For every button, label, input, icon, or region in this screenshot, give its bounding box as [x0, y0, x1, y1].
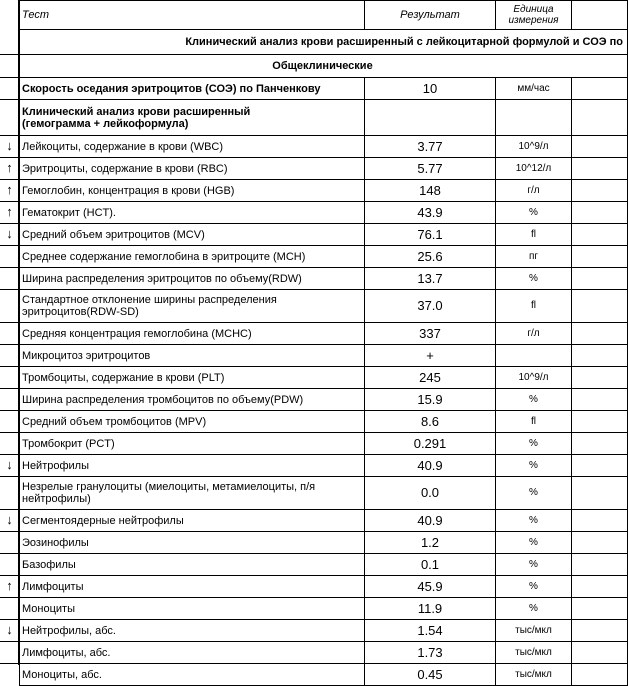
test-result: 11.9 — [365, 598, 496, 620]
test-unit — [496, 345, 572, 367]
test-name: Лимфоциты — [20, 576, 365, 598]
table-row — [20, 554, 628, 576]
row-extra-cell — [572, 510, 628, 532]
row-extra-cell — [572, 598, 628, 620]
flag-row-divider — [0, 99, 19, 100]
flag-row-divider — [0, 77, 19, 78]
header-unit-line1: Единица — [513, 4, 554, 15]
test-unit: % — [496, 598, 572, 620]
test-name: Ширина распределения эритроцитов по объему(RDW) — [20, 268, 365, 290]
test-result: 45.9 — [365, 576, 496, 598]
table-row — [20, 268, 628, 290]
table-row — [20, 455, 628, 477]
test-unit: fl — [496, 411, 572, 433]
section-row — [20, 55, 628, 78]
row-extra-cell — [572, 554, 628, 576]
flag-row-divider — [0, 157, 19, 158]
header-result: Результат — [365, 1, 496, 30]
test-unit: 10^12/л — [496, 158, 572, 180]
test-name: Незрелые гранулоциты (миелоциты, метамиелоциты, п/я нейтрофилы) — [20, 477, 365, 510]
arrow-down-icon: ↓ — [6, 512, 13, 527]
table-row — [20, 224, 628, 246]
flag-row-divider — [0, 366, 19, 367]
flag-row-divider — [0, 388, 19, 389]
table-row — [20, 345, 628, 367]
test-unit: % — [496, 433, 572, 455]
flag-row-divider — [0, 267, 19, 268]
arrow-down-icon: ↓ — [6, 457, 13, 472]
row-extra-cell — [572, 268, 628, 290]
test-unit: % — [496, 202, 572, 224]
test-unit: fl — [496, 290, 572, 323]
row-extra-cell — [572, 246, 628, 268]
test-result: 5.77 — [365, 158, 496, 180]
row-extra-cell — [572, 78, 628, 100]
row-extra-cell — [572, 411, 628, 433]
test-name: Гематокрит (HCT). — [20, 202, 365, 224]
test-result: 337 — [365, 323, 496, 345]
flag-row-divider — [0, 410, 19, 411]
row-extra-cell — [572, 576, 628, 598]
test-result: 148 — [365, 180, 496, 202]
test-name: Эозинофилы — [20, 532, 365, 554]
test-name: Средняя концентрация гемоглобина (MCHC) — [20, 323, 365, 345]
flag-row-divider — [0, 54, 19, 55]
row-extra-cell — [572, 136, 628, 158]
arrow-down-icon: ↓ — [6, 138, 13, 153]
test-name: Нейтрофилы — [20, 455, 365, 477]
test-name: Тромбокрит (PCT) — [20, 433, 365, 455]
row-extra-cell — [572, 433, 628, 455]
header-extra — [572, 1, 628, 30]
row-extra-cell — [572, 477, 628, 510]
flag-row-divider — [0, 597, 19, 598]
test-result: 10 — [365, 78, 496, 100]
arrow-up-icon: ↑ — [6, 204, 13, 219]
test-result: 1.54 — [365, 620, 496, 642]
test-result: 0.45 — [365, 664, 496, 686]
flag-row-divider — [0, 179, 19, 180]
test-unit: мм/час — [496, 78, 572, 100]
arrow-up-icon: ↑ — [6, 578, 13, 593]
test-result: 76.1 — [365, 224, 496, 246]
table-row — [20, 510, 628, 532]
row-extra-cell — [572, 290, 628, 323]
row-extra-cell — [572, 642, 628, 664]
test-unit: тыс/мкл — [496, 642, 572, 664]
test-result: 40.9 — [365, 455, 496, 477]
table-row — [20, 664, 628, 686]
test-unit: г/л — [496, 323, 572, 345]
table-row — [20, 576, 628, 598]
table-row — [20, 642, 628, 664]
test-unit: тыс/мкл — [496, 664, 572, 686]
test-unit: % — [496, 389, 572, 411]
test-unit: % — [496, 510, 572, 532]
report-title-row — [20, 30, 628, 55]
test-unit: тыс/мкл — [496, 620, 572, 642]
test-unit: fl — [496, 224, 572, 246]
test-unit: 10^9/л — [496, 367, 572, 389]
table-row — [20, 367, 628, 389]
test-result: 1.73 — [365, 642, 496, 664]
row-extra-cell — [572, 389, 628, 411]
test-name: Клинический анализ крови расширенный (гемограмма + лейкоформула) — [20, 100, 365, 136]
row-extra-cell — [572, 620, 628, 642]
test-result: 37.0 — [365, 290, 496, 323]
table-row — [20, 323, 628, 345]
table-row — [20, 100, 628, 136]
row-extra-cell — [572, 202, 628, 224]
test-result: 0.1 — [365, 554, 496, 576]
flag-row-divider — [0, 531, 19, 532]
test-result: 25.6 — [365, 246, 496, 268]
arrow-down-icon: ↓ — [6, 226, 13, 241]
test-name: Среднее содержание гемоглобина в эритроците (MCH) — [20, 246, 365, 268]
test-name: Базофилы — [20, 554, 365, 576]
table-row — [20, 532, 628, 554]
test-result: 0.291 — [365, 433, 496, 455]
test-unit: % — [496, 554, 572, 576]
row-extra-cell — [572, 158, 628, 180]
test-result: 8.6 — [365, 411, 496, 433]
test-result: 13.7 — [365, 268, 496, 290]
table-row — [20, 411, 628, 433]
arrow-up-icon: ↑ — [6, 160, 13, 175]
test-unit: % — [496, 532, 572, 554]
test-name: Сегментоядерные нейтрофилы — [20, 510, 365, 532]
test-name: Гемоглобин, концентрация в крови (HGB) — [20, 180, 365, 202]
test-result: 43.9 — [365, 202, 496, 224]
row-extra-cell — [572, 345, 628, 367]
flag-row-divider — [0, 575, 19, 576]
row-extra-cell — [572, 455, 628, 477]
test-name: Средний объем эритроцитов (MCV) — [20, 224, 365, 246]
header-test: Тест — [20, 1, 365, 30]
test-name: Скорость оседания эритроцитов (СОЭ) по Панченкову — [20, 78, 365, 100]
test-result: 245 — [365, 367, 496, 389]
test-unit: % — [496, 268, 572, 290]
table-row — [20, 180, 628, 202]
flag-row-divider — [0, 553, 19, 554]
flag-row-divider — [0, 454, 19, 455]
arrow-up-icon: ↑ — [6, 182, 13, 197]
test-unit: % — [496, 455, 572, 477]
test-name: Тромбоциты, содержание в крови (PLT) — [20, 367, 365, 389]
test-name: Лимфоциты, абс. — [20, 642, 365, 664]
test-unit — [496, 100, 572, 136]
test-name: Стандартное отклонение ширины распределения эритроцитов(RDW-SD) — [20, 290, 365, 323]
row-extra-cell — [572, 180, 628, 202]
test-name: Моноциты, абс. — [20, 664, 365, 686]
row-extra-cell — [572, 367, 628, 389]
flag-row-divider — [0, 223, 19, 224]
flag-row-divider — [0, 344, 19, 345]
test-unit: пг — [496, 246, 572, 268]
test-name: Лейкоциты, содержание в крови (WBC) — [20, 136, 365, 158]
test-result: 15.9 — [365, 389, 496, 411]
flag-row-divider — [0, 432, 19, 433]
test-unit: % — [496, 576, 572, 598]
test-unit: 10^9/л — [496, 136, 572, 158]
table-row — [20, 389, 628, 411]
row-extra-cell — [572, 224, 628, 246]
test-name: Ширина распределения тромбоцитов по объему(PDW) — [20, 389, 365, 411]
flag-row-divider — [0, 619, 19, 620]
row-extra-cell — [572, 664, 628, 686]
test-result: + — [365, 345, 496, 367]
table-row — [20, 290, 628, 323]
row-extra-cell — [572, 100, 628, 136]
flag-row-divider — [0, 663, 19, 664]
test-result — [365, 100, 496, 136]
table-row — [20, 158, 628, 180]
flag-row-divider — [0, 245, 19, 246]
test-result: 0.0 — [365, 477, 496, 510]
header-unit — [496, 1, 572, 30]
flag-row-divider — [0, 322, 19, 323]
test-name: Нейтрофилы, абс. — [20, 620, 365, 642]
test-name: Средний объем тромбоцитов (MPV) — [20, 411, 365, 433]
test-result: 3.77 — [365, 136, 496, 158]
arrow-down-icon: ↓ — [6, 622, 13, 637]
flag-row-divider — [0, 509, 19, 510]
test-unit: г/л — [496, 180, 572, 202]
table-row — [20, 620, 628, 642]
test-result: 1.2 — [365, 532, 496, 554]
report-title: Клинический анализ крови расширенный с лейкоцитарной формулой и СОЭ по — [20, 30, 628, 55]
test-name: Моноциты — [20, 598, 365, 620]
table-row — [20, 433, 628, 455]
results-table — [19, 0, 628, 686]
table-row — [20, 78, 628, 100]
flag-row-divider — [0, 476, 19, 477]
flag-row-divider — [0, 641, 19, 642]
table-row — [20, 477, 628, 510]
table-header-row — [20, 1, 628, 30]
table-row — [20, 246, 628, 268]
test-name: Эритроциты, содержание в крови (RBC) — [20, 158, 365, 180]
table-row — [20, 598, 628, 620]
table-row — [20, 202, 628, 224]
header-unit-line2: измерения — [508, 15, 559, 26]
row-extra-cell — [572, 532, 628, 554]
test-name: Микроцитоз эритроцитов — [20, 345, 365, 367]
test-result: 40.9 — [365, 510, 496, 532]
section-title: Общеклинические — [20, 55, 628, 78]
table-row — [20, 136, 628, 158]
test-unit: % — [496, 477, 572, 510]
row-extra-cell — [572, 323, 628, 345]
flag-row-divider — [0, 289, 19, 290]
flag-row-divider — [0, 135, 19, 136]
flag-row-divider — [0, 201, 19, 202]
